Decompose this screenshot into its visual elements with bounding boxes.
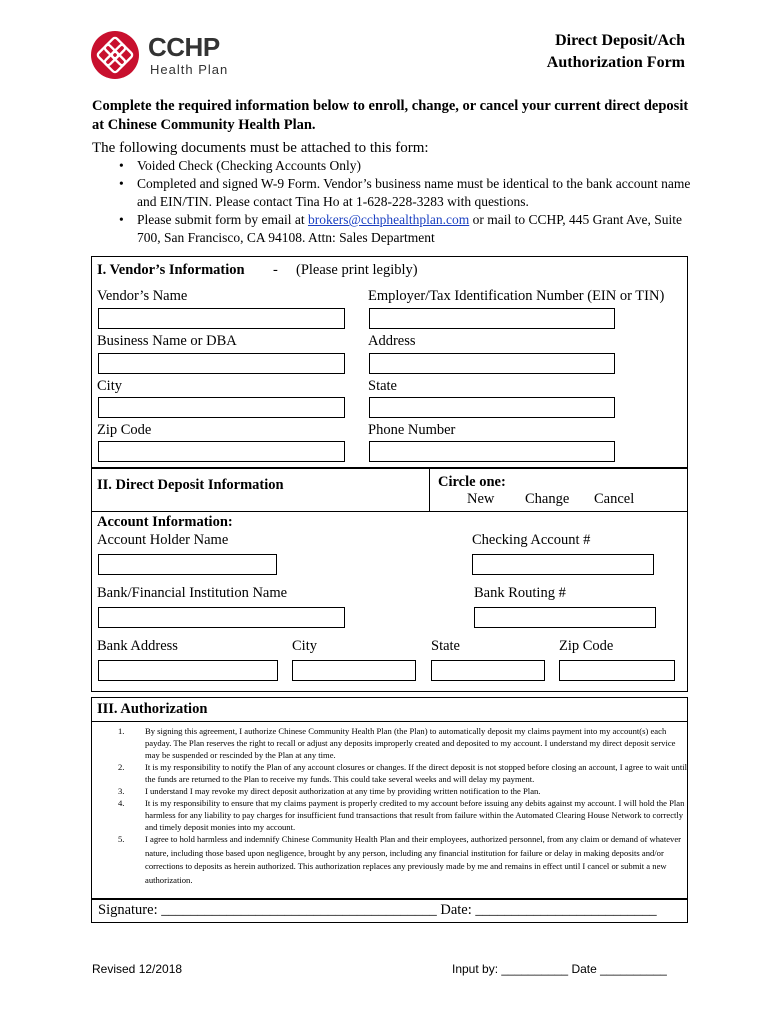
authorization-item-number: 4. (118, 798, 125, 808)
business-name-input[interactable] (98, 353, 345, 374)
cchp-logo (90, 30, 240, 82)
authorization-item-text: I agree to hold harmless and indemnify Chinese Community Health Plan and their employees, authorized personnel, from any claim or demand of whatever nature, including those based upon negligence, brought by any person, including any financial institution for failure or delay in making deposits and/or corrections to deposits as herein authorized. This authorization replaces any previously made by me and remains in effect until I cancel or submit a new authorization. (145, 834, 682, 885)
bank-address-label: Bank Address (97, 638, 178, 654)
documents-item-submit (115, 211, 695, 247)
authorization-item (92, 833, 688, 887)
bank-address-input[interactable] (98, 660, 278, 681)
section1-title: I. Vendor’s Information (97, 262, 245, 278)
account-info-heading: Account Information: (97, 514, 233, 530)
business-name-label: Business Name or DBA (97, 333, 237, 349)
authorization-item (92, 785, 688, 797)
signature-line[interactable]: Signature: ______________________________________ Date: _________________________ (98, 902, 657, 918)
holder-name-input[interactable] (98, 554, 277, 575)
city-label: City (97, 378, 122, 394)
city-input[interactable] (98, 397, 345, 418)
address-input[interactable] (369, 353, 615, 374)
phone-label: Phone Number (368, 422, 456, 438)
authorization-item-text: By signing this agreement, I authorize Chinese Community Health Plan (the Plan) to automatically deposit my claims payment into my account(s) each payday. The Plan reserves the right to recall or adjust any deposits improperly created and deposited to my account. I understand my direct deposit service may be suspended or rescinded by the Plan at any time. (145, 726, 676, 760)
checking-label: Checking Account # (472, 532, 591, 548)
holder-name-label: Account Holder Name (97, 532, 229, 548)
section1-dash: - (273, 262, 278, 278)
option-new[interactable]: New (467, 491, 495, 507)
bank-state-label: State (431, 638, 460, 654)
authorization-item-text: It is my responsibility to ensure that my claims payment is properly credited to my account before issuing any debits against my account. I will hold the Plan harmless for any liability to pay charges for insufficient fund transactions that result from failure within the Automated Clearing House Network to correctly and timely deposit monies into my account. (145, 798, 685, 832)
revised-date: Revised 12/2018 (92, 962, 183, 976)
authorization-item (92, 797, 688, 833)
cchp-emblem-icon (90, 30, 140, 80)
authorization-item-number: 1. (118, 726, 125, 736)
form-title (547, 30, 685, 74)
documents-heading: The following documents must be attached to this form: (92, 140, 429, 156)
submit-prefix: Please submit form by email at (137, 212, 308, 227)
bank-zip-label: Zip Code (559, 638, 614, 654)
section3-title: III. Authorization (97, 701, 208, 717)
ein-input[interactable] (369, 308, 615, 329)
authorization-item-text: I understand I may revoke my direct deposit authorization at any time by providing written notification to the Plan. (145, 786, 541, 796)
authorization-item (92, 761, 688, 785)
documents-item-voided-check: • Voided Check (Checking Accounts Only) (115, 157, 695, 175)
section1-note: (Please print legibly) (296, 262, 418, 278)
intro-text: Complete the required information below to enroll, change, or cancel your current direct deposit at Chinese Community Health Plan. (92, 98, 689, 133)
input-by-line: Input by: __________ Date __________ (452, 962, 667, 976)
bank-city-input[interactable] (292, 660, 416, 681)
authorization-item (92, 725, 688, 761)
submit-suffix: or mail to CCHP, 445 Grant Ave, Suite 700, San Francisco, CA 94108. Attn: Sales Department (137, 212, 682, 245)
brand-tagline: Health Plan (150, 62, 229, 77)
state-label: State (368, 378, 397, 394)
section3-divider (91, 721, 688, 722)
state-input[interactable] (369, 397, 615, 418)
checking-input[interactable] (472, 554, 654, 575)
address-label: Address (368, 333, 416, 349)
option-change[interactable]: Change (525, 491, 570, 507)
documents-list (115, 157, 695, 247)
brand-name: CCHP (148, 32, 220, 62)
authorization-item-number: 2. (118, 762, 125, 772)
email-link[interactable]: brokers@cchphealthplan.com (307, 212, 470, 227)
authorization-item-number: 5. (118, 834, 125, 844)
bank-state-input[interactable] (431, 660, 545, 681)
vendor-name-input[interactable] (98, 308, 345, 329)
routing-label: Bank Routing # (474, 585, 566, 601)
vendor-name-label: Vendor’s Name (97, 288, 188, 304)
documents-item-w9: • Completed and signed W-9 Form. Vendor’s business name must be identical to the bank account name and EIN/TIN. Please contact Tina Ho at 1-628-228-3283 with questions. (115, 175, 695, 211)
option-cancel[interactable]: Cancel (594, 491, 635, 507)
form-title-line2: Authorization Form (546, 54, 685, 71)
bank-name-input[interactable] (98, 607, 345, 628)
section2-divider (91, 511, 429, 512)
zip-label: Zip Code (97, 422, 152, 438)
circle-one-label: Circle one: (438, 474, 506, 490)
bank-zip-input[interactable] (559, 660, 675, 681)
authorization-item-text: It is my responsibility to notify the Plan of any account closures or changes. If the direct deposit is not stopped before closing an account, I agree to wait until the funds are returned to the Plan to receive my funds. This could take several weeks and will delay my payment. (145, 762, 687, 784)
section2-title: II. Direct Deposit Information (97, 477, 284, 493)
bank-city-label: City (292, 638, 317, 654)
routing-input[interactable] (474, 607, 656, 628)
authorization-item-number: 3. (118, 786, 125, 796)
phone-input[interactable] (369, 441, 615, 462)
bank-name-label: Bank/Financial Institution Name (97, 585, 288, 601)
form-title-line1: Direct Deposit/Ach (555, 32, 685, 49)
authorization-list (92, 725, 688, 887)
zip-input[interactable] (98, 441, 345, 462)
ein-label: Employer/Tax Identification Number (EIN or TIN) (368, 288, 665, 304)
